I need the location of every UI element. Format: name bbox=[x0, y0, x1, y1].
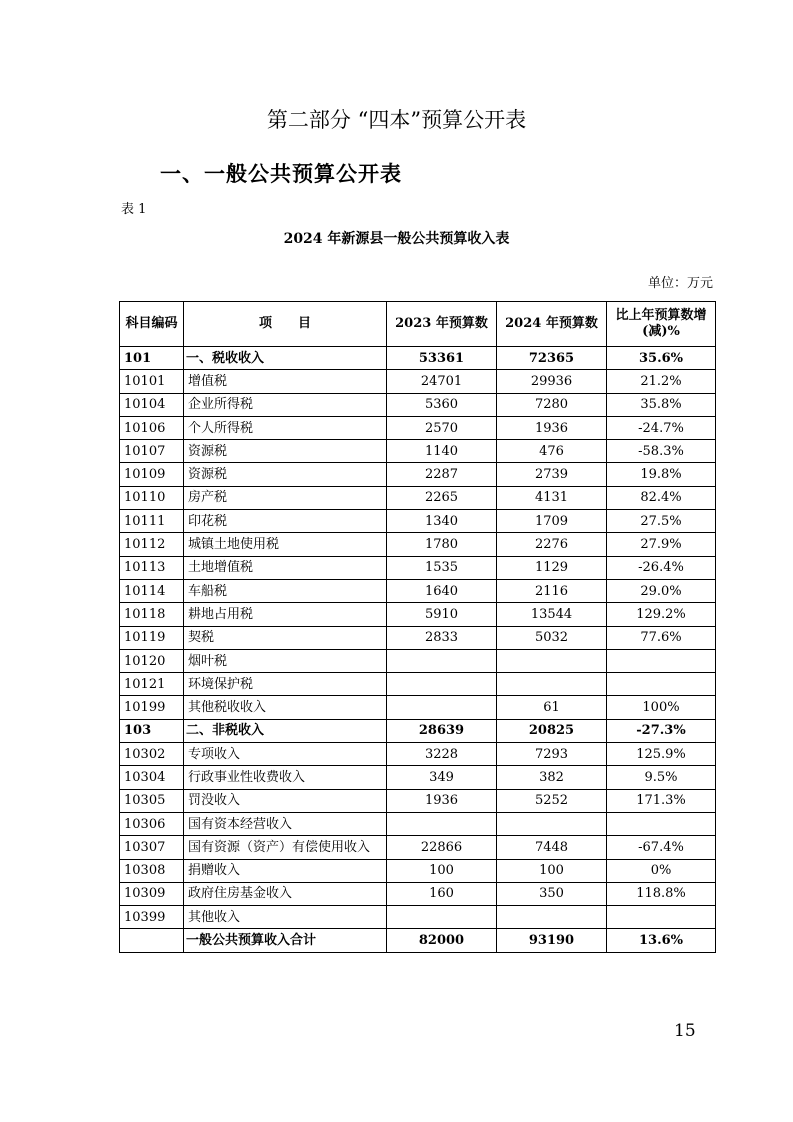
row-change-percent: 29.0% bbox=[607, 579, 716, 602]
row-2023-value: 53361 bbox=[387, 347, 497, 370]
row-code: 10121 bbox=[120, 673, 184, 696]
row-change-percent: 9.5% bbox=[607, 766, 716, 789]
row-2024-value: 7280 bbox=[497, 393, 607, 416]
row-2023-value: 1340 bbox=[387, 510, 497, 533]
page-number: 15 bbox=[674, 1021, 696, 1041]
table-row bbox=[120, 486, 716, 509]
row-code: 10308 bbox=[120, 859, 184, 882]
row-2023-value: 1640 bbox=[387, 579, 497, 602]
row-item-name: 一、税收收入 bbox=[184, 347, 387, 370]
row-change-percent: 82.4% bbox=[607, 486, 716, 509]
row-2024-value: 1936 bbox=[497, 416, 607, 439]
table-row bbox=[120, 533, 716, 556]
table-row bbox=[120, 347, 716, 370]
row-change-percent: -24.7% bbox=[607, 416, 716, 439]
row-change-percent: 171.3% bbox=[607, 789, 716, 812]
row-2024-value: 29936 bbox=[497, 370, 607, 393]
row-2024-value: 2116 bbox=[497, 579, 607, 602]
row-item-name: 政府住房基金收入 bbox=[184, 882, 387, 905]
header-2024-budget: 2024 年预算数 bbox=[497, 302, 607, 347]
row-2024-value: 476 bbox=[497, 440, 607, 463]
table-row bbox=[120, 440, 716, 463]
row-code: 10302 bbox=[120, 743, 184, 766]
row-item-name: 其他税收收入 bbox=[184, 696, 387, 719]
row-item-name: 企业所得税 bbox=[184, 393, 387, 416]
table-row bbox=[120, 719, 716, 742]
row-2023-value: 5360 bbox=[387, 393, 497, 416]
row-2023-value: 1780 bbox=[387, 533, 497, 556]
row-2024-value: 350 bbox=[497, 882, 607, 905]
row-code: 10104 bbox=[120, 393, 184, 416]
table-row bbox=[120, 556, 716, 579]
row-item-name: 国有资源（资产）有偿使用收入 bbox=[184, 836, 387, 859]
table-row bbox=[120, 859, 716, 882]
row-item-name: 二、非税收入 bbox=[184, 719, 387, 742]
row-2023-value: 2287 bbox=[387, 463, 497, 486]
row-2023-value: 5910 bbox=[387, 603, 497, 626]
row-2024-value: 7448 bbox=[497, 836, 607, 859]
row-item-name: 印花税 bbox=[184, 510, 387, 533]
row-change-percent: 77.6% bbox=[607, 626, 716, 649]
row-code: 10309 bbox=[120, 882, 184, 905]
row-item-name: 环境保护税 bbox=[184, 673, 387, 696]
row-code: 10111 bbox=[120, 510, 184, 533]
table-row bbox=[120, 836, 716, 859]
row-code: 10114 bbox=[120, 579, 184, 602]
row-change-percent: 19.8% bbox=[607, 463, 716, 486]
row-code: 10101 bbox=[120, 370, 184, 393]
row-code bbox=[120, 929, 184, 952]
row-2024-value bbox=[497, 906, 607, 929]
row-change-percent: 100% bbox=[607, 696, 716, 719]
row-2023-value: 2833 bbox=[387, 626, 497, 649]
table-row bbox=[120, 743, 716, 766]
row-change-percent: -26.4% bbox=[607, 556, 716, 579]
row-code: 10110 bbox=[120, 486, 184, 509]
table-row bbox=[120, 463, 716, 486]
row-code: 10112 bbox=[120, 533, 184, 556]
table-row bbox=[120, 929, 716, 952]
unit-label: 单位：万元 bbox=[647, 276, 713, 291]
row-2024-value: 93190 bbox=[497, 929, 607, 952]
table-header-row bbox=[120, 302, 716, 347]
row-code: 10118 bbox=[120, 603, 184, 626]
row-item-name: 车船税 bbox=[184, 579, 387, 602]
row-2023-value: 349 bbox=[387, 766, 497, 789]
row-2023-value bbox=[387, 906, 497, 929]
row-2024-value: 4131 bbox=[497, 486, 607, 509]
row-2023-value bbox=[387, 673, 497, 696]
row-2023-value bbox=[387, 696, 497, 719]
row-change-percent: 27.9% bbox=[607, 533, 716, 556]
row-2024-value: 2276 bbox=[497, 533, 607, 556]
table-row bbox=[120, 416, 716, 439]
table-title: 2024 年新源县一般公共预算收入表 bbox=[283, 231, 510, 247]
table-row bbox=[120, 370, 716, 393]
row-code: 10106 bbox=[120, 416, 184, 439]
row-item-name: 烟叶税 bbox=[184, 649, 387, 672]
table-row bbox=[120, 649, 716, 672]
table-row bbox=[120, 906, 716, 929]
header-2023-budget: 2023 年预算数 bbox=[387, 302, 497, 347]
row-item-name: 其他收入 bbox=[184, 906, 387, 929]
row-code: 10305 bbox=[120, 789, 184, 812]
row-code: 10109 bbox=[120, 463, 184, 486]
section-title: 一、一般公共预算公开表 bbox=[160, 161, 402, 186]
row-2024-value: 1129 bbox=[497, 556, 607, 579]
row-item-name: 土地增值税 bbox=[184, 556, 387, 579]
table-row bbox=[120, 789, 716, 812]
table-row bbox=[120, 812, 716, 835]
row-change-percent bbox=[607, 812, 716, 835]
row-2023-value: 160 bbox=[387, 882, 497, 905]
row-item-name: 资源税 bbox=[184, 463, 387, 486]
row-item-name: 契税 bbox=[184, 626, 387, 649]
row-code: 10307 bbox=[120, 836, 184, 859]
row-2024-value bbox=[497, 649, 607, 672]
row-item-name: 捐赠收入 bbox=[184, 859, 387, 882]
row-item-name: 耕地占用税 bbox=[184, 603, 387, 626]
table-row bbox=[120, 510, 716, 533]
row-code: 10120 bbox=[120, 649, 184, 672]
row-2024-value: 5252 bbox=[497, 789, 607, 812]
row-code: 103 bbox=[120, 719, 184, 742]
row-2024-value: 61 bbox=[497, 696, 607, 719]
row-change-percent: 27.5% bbox=[607, 510, 716, 533]
row-item-name: 个人所得税 bbox=[184, 416, 387, 439]
row-code: 10107 bbox=[120, 440, 184, 463]
row-change-percent: -67.4% bbox=[607, 836, 716, 859]
row-2024-value: 7293 bbox=[497, 743, 607, 766]
row-2023-value bbox=[387, 649, 497, 672]
row-2024-value: 382 bbox=[497, 766, 607, 789]
row-2024-value: 2739 bbox=[497, 463, 607, 486]
row-item-name: 罚没收入 bbox=[184, 789, 387, 812]
header-change-percent: 比上年预算数增(减)% bbox=[607, 302, 716, 347]
row-item-name: 增值税 bbox=[184, 370, 387, 393]
row-change-percent: 35.8% bbox=[607, 393, 716, 416]
table-row bbox=[120, 603, 716, 626]
row-change-percent: -58.3% bbox=[607, 440, 716, 463]
row-change-percent bbox=[607, 649, 716, 672]
row-item-name: 专项收入 bbox=[184, 743, 387, 766]
row-2024-value: 1709 bbox=[497, 510, 607, 533]
row-change-percent: 129.2% bbox=[607, 603, 716, 626]
table-row bbox=[120, 766, 716, 789]
table-body bbox=[120, 347, 716, 953]
row-code: 10199 bbox=[120, 696, 184, 719]
table-row bbox=[120, 696, 716, 719]
row-item-name: 行政事业性收费收入 bbox=[184, 766, 387, 789]
row-item-name: 资源税 bbox=[184, 440, 387, 463]
row-change-percent: 13.6% bbox=[607, 929, 716, 952]
row-2023-value bbox=[387, 812, 497, 835]
row-2023-value: 28639 bbox=[387, 719, 497, 742]
row-2023-value: 2570 bbox=[387, 416, 497, 439]
row-2023-value: 1140 bbox=[387, 440, 497, 463]
row-2024-value: 20825 bbox=[497, 719, 607, 742]
row-2023-value: 100 bbox=[387, 859, 497, 882]
part-title: 第二部分 “四本”预算公开表 bbox=[266, 108, 527, 132]
row-code: 10306 bbox=[120, 812, 184, 835]
row-2024-value: 5032 bbox=[497, 626, 607, 649]
row-2023-value: 1936 bbox=[387, 789, 497, 812]
row-change-percent bbox=[607, 906, 716, 929]
row-change-percent: 118.8% bbox=[607, 882, 716, 905]
row-code: 101 bbox=[120, 347, 184, 370]
row-2024-value: 100 bbox=[497, 859, 607, 882]
table-number: 表 1 bbox=[121, 202, 147, 217]
row-2023-value: 3228 bbox=[387, 743, 497, 766]
row-item-name: 房产税 bbox=[184, 486, 387, 509]
row-change-percent: -27.3% bbox=[607, 719, 716, 742]
row-item-name: 一般公共预算收入合计 bbox=[184, 929, 387, 952]
row-2023-value: 22866 bbox=[387, 836, 497, 859]
row-change-percent bbox=[607, 673, 716, 696]
row-2024-value: 72365 bbox=[497, 347, 607, 370]
row-2023-value: 2265 bbox=[387, 486, 497, 509]
row-code: 10304 bbox=[120, 766, 184, 789]
table-row bbox=[120, 579, 716, 602]
table-row bbox=[120, 626, 716, 649]
table-row bbox=[120, 673, 716, 696]
row-change-percent: 21.2% bbox=[607, 370, 716, 393]
row-change-percent: 35.6% bbox=[607, 347, 716, 370]
row-2023-value: 24701 bbox=[387, 370, 497, 393]
row-2024-value: 13544 bbox=[497, 603, 607, 626]
row-change-percent: 125.9% bbox=[607, 743, 716, 766]
header-code: 科目编码 bbox=[120, 302, 184, 347]
row-item-name: 国有资本经营收入 bbox=[184, 812, 387, 835]
budget-revenue-table bbox=[119, 301, 716, 953]
table-row bbox=[120, 393, 716, 416]
row-item-name: 城镇土地使用税 bbox=[184, 533, 387, 556]
row-code: 10399 bbox=[120, 906, 184, 929]
row-code: 10113 bbox=[120, 556, 184, 579]
row-change-percent: 0% bbox=[607, 859, 716, 882]
row-code: 10119 bbox=[120, 626, 184, 649]
row-2023-value: 82000 bbox=[387, 929, 497, 952]
row-2023-value: 1535 bbox=[387, 556, 497, 579]
row-2024-value bbox=[497, 673, 607, 696]
row-2024-value bbox=[497, 812, 607, 835]
header-item: 项 目 bbox=[184, 302, 387, 347]
table-row bbox=[120, 882, 716, 905]
